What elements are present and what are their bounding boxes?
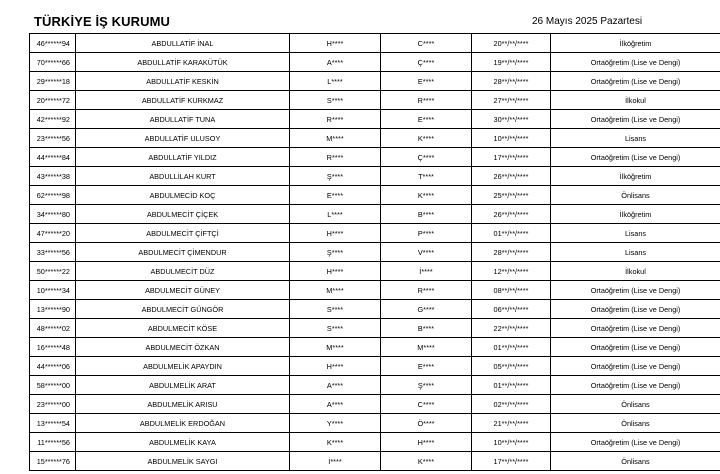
table-row	[30, 281, 720, 300]
second-initial-cell: H****	[381, 433, 472, 452]
second-initial-cell: P****	[381, 224, 472, 243]
full-name-cell: ABDULMECİT ÇİFTÇİ	[76, 224, 290, 243]
education-level-cell: Önlisans	[551, 414, 720, 433]
masked-id-cell: 44******06	[30, 357, 76, 376]
masked-id-cell: 11******56	[30, 433, 76, 452]
first-initial-cell: Y****	[290, 414, 381, 433]
masked-id-cell: 16******48	[30, 338, 76, 357]
first-initial-cell: H****	[290, 357, 381, 376]
masked-date-cell: 19**/**/****	[472, 53, 551, 72]
education-level-cell: Ortaöğretim (Lise ve Dengi)	[551, 300, 720, 319]
masked-id-cell: 33******56	[30, 243, 76, 262]
masked-date-cell: 17**/**/****	[472, 148, 551, 167]
full-name-cell: ABDULLATİF ULUSOY	[76, 129, 290, 148]
first-initial-cell: K****	[290, 433, 381, 452]
table-row	[30, 357, 720, 376]
masked-date-cell: 10**/**/****	[472, 129, 551, 148]
table-row	[30, 91, 720, 110]
education-level-cell: Ortaöğretim (Lise ve Dengi)	[551, 148, 720, 167]
masked-date-cell: 12**/**/****	[472, 262, 551, 281]
masked-date-cell: 01**/**/****	[472, 224, 551, 243]
records-table	[29, 33, 720, 471]
first-initial-cell: A****	[290, 53, 381, 72]
full-name-cell: ABDULMECİT ÇİMENDUR	[76, 243, 290, 262]
education-level-cell: Ortaöğretim (Lise ve Dengi)	[551, 319, 720, 338]
masked-date-cell: 28**/**/****	[472, 72, 551, 91]
second-initial-cell: R****	[381, 91, 472, 110]
first-initial-cell: M****	[290, 281, 381, 300]
report-date: 26 Mayıs 2025 Pazartesi	[532, 16, 643, 27]
first-initial-cell: R****	[290, 110, 381, 129]
page-header	[0, 0, 720, 33]
full-name-cell: ABDULLATİF KURKMAZ	[76, 91, 290, 110]
full-name-cell: ABDULMELİK SAYGI	[76, 452, 290, 471]
table-row	[30, 186, 720, 205]
second-initial-cell: Ç****	[381, 53, 472, 72]
table-row	[30, 414, 720, 433]
table-row	[30, 53, 720, 72]
masked-id-cell: 13******90	[30, 300, 76, 319]
second-initial-cell: R****	[381, 281, 472, 300]
first-initial-cell: L****	[290, 205, 381, 224]
table-row	[30, 224, 720, 243]
education-level-cell: Lisans	[551, 129, 720, 148]
second-initial-cell: İ****	[381, 262, 472, 281]
second-initial-cell: C****	[381, 34, 472, 53]
first-initial-cell: S****	[290, 91, 381, 110]
education-level-cell: Önlisans	[551, 395, 720, 414]
masked-date-cell: 20**/**/****	[472, 34, 551, 53]
masked-id-cell: 47******20	[30, 224, 76, 243]
first-initial-cell: R****	[290, 148, 381, 167]
masked-id-cell: 15******76	[30, 452, 76, 471]
full-name-cell: ABDULLİLAH KURT	[76, 167, 290, 186]
masked-date-cell: 06**/**/****	[472, 300, 551, 319]
education-level-cell: Ortaöğretim (Lise ve Dengi)	[551, 376, 720, 395]
table-row	[30, 72, 720, 91]
full-name-cell: ABDULMECİT ÖZKAN	[76, 338, 290, 357]
full-name-cell: ABDULMECİT DÜZ	[76, 262, 290, 281]
full-name-cell: ABDULMECİT GÜNEY	[76, 281, 290, 300]
masked-date-cell: 22**/**/****	[472, 319, 551, 338]
first-initial-cell: A****	[290, 395, 381, 414]
first-initial-cell: M****	[290, 129, 381, 148]
masked-id-cell: 70******66	[30, 53, 76, 72]
education-level-cell: Ortaöğretim (Lise ve Dengi)	[551, 281, 720, 300]
education-level-cell: İlköğretim	[551, 34, 720, 53]
masked-date-cell: 25**/**/****	[472, 186, 551, 205]
table-row	[30, 376, 720, 395]
full-name-cell: ABDULMELİK ARAT	[76, 376, 290, 395]
masked-id-cell: 62******98	[30, 186, 76, 205]
second-initial-cell: C****	[381, 395, 472, 414]
education-level-cell: İlkokul	[551, 262, 720, 281]
second-initial-cell: B****	[381, 205, 472, 224]
full-name-cell: ABDULLATİF YILDIZ	[76, 148, 290, 167]
table-row	[30, 319, 720, 338]
table-row	[30, 262, 720, 281]
masked-id-cell: 23******56	[30, 129, 76, 148]
education-level-cell: İlköğretim	[551, 167, 720, 186]
masked-id-cell: 23******00	[30, 395, 76, 414]
education-level-cell: Önlisans	[551, 186, 720, 205]
second-initial-cell: K****	[381, 186, 472, 205]
education-level-cell: Ortaöğretim (Lise ve Dengi)	[551, 433, 720, 452]
masked-date-cell: 01**/**/****	[472, 376, 551, 395]
first-initial-cell: A****	[290, 376, 381, 395]
masked-id-cell: 20******72	[30, 91, 76, 110]
full-name-cell: ABDULMELİK ERDOĞAN	[76, 414, 290, 433]
table-row	[30, 452, 720, 471]
masked-date-cell: 26**/**/****	[472, 167, 551, 186]
masked-date-cell: 30**/**/****	[472, 110, 551, 129]
masked-date-cell: 10**/**/****	[472, 433, 551, 452]
second-initial-cell: G****	[381, 300, 472, 319]
first-initial-cell: Ş****	[290, 243, 381, 262]
first-initial-cell: M****	[290, 338, 381, 357]
first-initial-cell: İ****	[290, 452, 381, 471]
education-level-cell: Lisans	[551, 243, 720, 262]
second-initial-cell: K****	[381, 452, 472, 471]
table-row	[30, 433, 720, 452]
table-row	[30, 300, 720, 319]
masked-date-cell: 28**/**/****	[472, 243, 551, 262]
first-initial-cell: Ş****	[290, 167, 381, 186]
full-name-cell: ABDULMELİK KAYA	[76, 433, 290, 452]
second-initial-cell: Ö****	[381, 414, 472, 433]
masked-date-cell: 02**/**/****	[472, 395, 551, 414]
first-initial-cell: H****	[290, 224, 381, 243]
first-initial-cell: H****	[290, 262, 381, 281]
education-level-cell: İlkokul	[551, 91, 720, 110]
full-name-cell: ABDULMECİT ÇİÇEK	[76, 205, 290, 224]
masked-id-cell: 44******84	[30, 148, 76, 167]
second-initial-cell: E****	[381, 357, 472, 376]
masked-date-cell: 01**/**/****	[472, 338, 551, 357]
second-initial-cell: K****	[381, 129, 472, 148]
masked-id-cell: 13******54	[30, 414, 76, 433]
education-level-cell: Ortaöğretim (Lise ve Dengi)	[551, 72, 720, 91]
table-row	[30, 338, 720, 357]
education-level-cell: Ortaöğretim (Lise ve Dengi)	[551, 53, 720, 72]
table-row	[30, 34, 720, 53]
table-row	[30, 205, 720, 224]
full-name-cell: ABDULMECİT GÜNGÖR	[76, 300, 290, 319]
masked-id-cell: 48******02	[30, 319, 76, 338]
full-name-cell: ABDULLATİF KARAKÜTÜK	[76, 53, 290, 72]
second-initial-cell: M****	[381, 338, 472, 357]
masked-id-cell: 34******80	[30, 205, 76, 224]
second-initial-cell: Ş****	[381, 376, 472, 395]
table-row	[30, 148, 720, 167]
second-initial-cell: Ç****	[381, 148, 472, 167]
table-row	[30, 395, 720, 414]
full-name-cell: ABDULLATİF TUNA	[76, 110, 290, 129]
full-name-cell: ABDULMELİK ARISU	[76, 395, 290, 414]
full-name-cell: ABDULMELİK APAYDIN	[76, 357, 290, 376]
education-level-cell: Ortaöğretim (Lise ve Dengi)	[551, 338, 720, 357]
first-initial-cell: H****	[290, 34, 381, 53]
table-row	[30, 110, 720, 129]
table-row	[30, 167, 720, 186]
masked-date-cell: 27**/**/****	[472, 91, 551, 110]
full-name-cell: ABDULLATİF KESKİN	[76, 72, 290, 91]
education-level-cell: İlköğretim	[551, 205, 720, 224]
first-initial-cell: S****	[290, 319, 381, 338]
masked-date-cell: 26**/**/****	[472, 205, 551, 224]
education-level-cell: Ortaöğretim (Lise ve Dengi)	[551, 357, 720, 376]
education-level-cell: Ortaöğretim (Lise ve Dengi)	[551, 110, 720, 129]
first-initial-cell: E****	[290, 186, 381, 205]
masked-date-cell: 17**/**/****	[472, 452, 551, 471]
masked-id-cell: 50******22	[30, 262, 76, 281]
second-initial-cell: E****	[381, 72, 472, 91]
first-initial-cell: S****	[290, 300, 381, 319]
organization-title: TÜRKİYE İŞ KURUMU	[34, 14, 171, 29]
second-initial-cell: V****	[381, 243, 472, 262]
full-name-cell: ABDULLATİF İNAL	[76, 34, 290, 53]
education-level-cell: Lisans	[551, 224, 720, 243]
masked-id-cell: 10******34	[30, 281, 76, 300]
masked-id-cell: 43******38	[30, 167, 76, 186]
second-initial-cell: B****	[381, 319, 472, 338]
full-name-cell: ABDULMECİT KÖSE	[76, 319, 290, 338]
full-name-cell: ABDULMECİD KOÇ	[76, 186, 290, 205]
masked-date-cell: 21**/**/****	[472, 414, 551, 433]
table-row	[30, 129, 720, 148]
second-initial-cell: T****	[381, 167, 472, 186]
education-level-cell: Önlisans	[551, 452, 720, 471]
masked-id-cell: 58******00	[30, 376, 76, 395]
records-body	[30, 34, 720, 471]
masked-id-cell: 42******92	[30, 110, 76, 129]
masked-date-cell: 08**/**/****	[472, 281, 551, 300]
first-initial-cell: L****	[290, 72, 381, 91]
masked-id-cell: 46******94	[30, 34, 76, 53]
second-initial-cell: E****	[381, 110, 472, 129]
masked-id-cell: 29******18	[30, 72, 76, 91]
masked-date-cell: 05**/**/****	[472, 357, 551, 376]
table-row	[30, 243, 720, 262]
